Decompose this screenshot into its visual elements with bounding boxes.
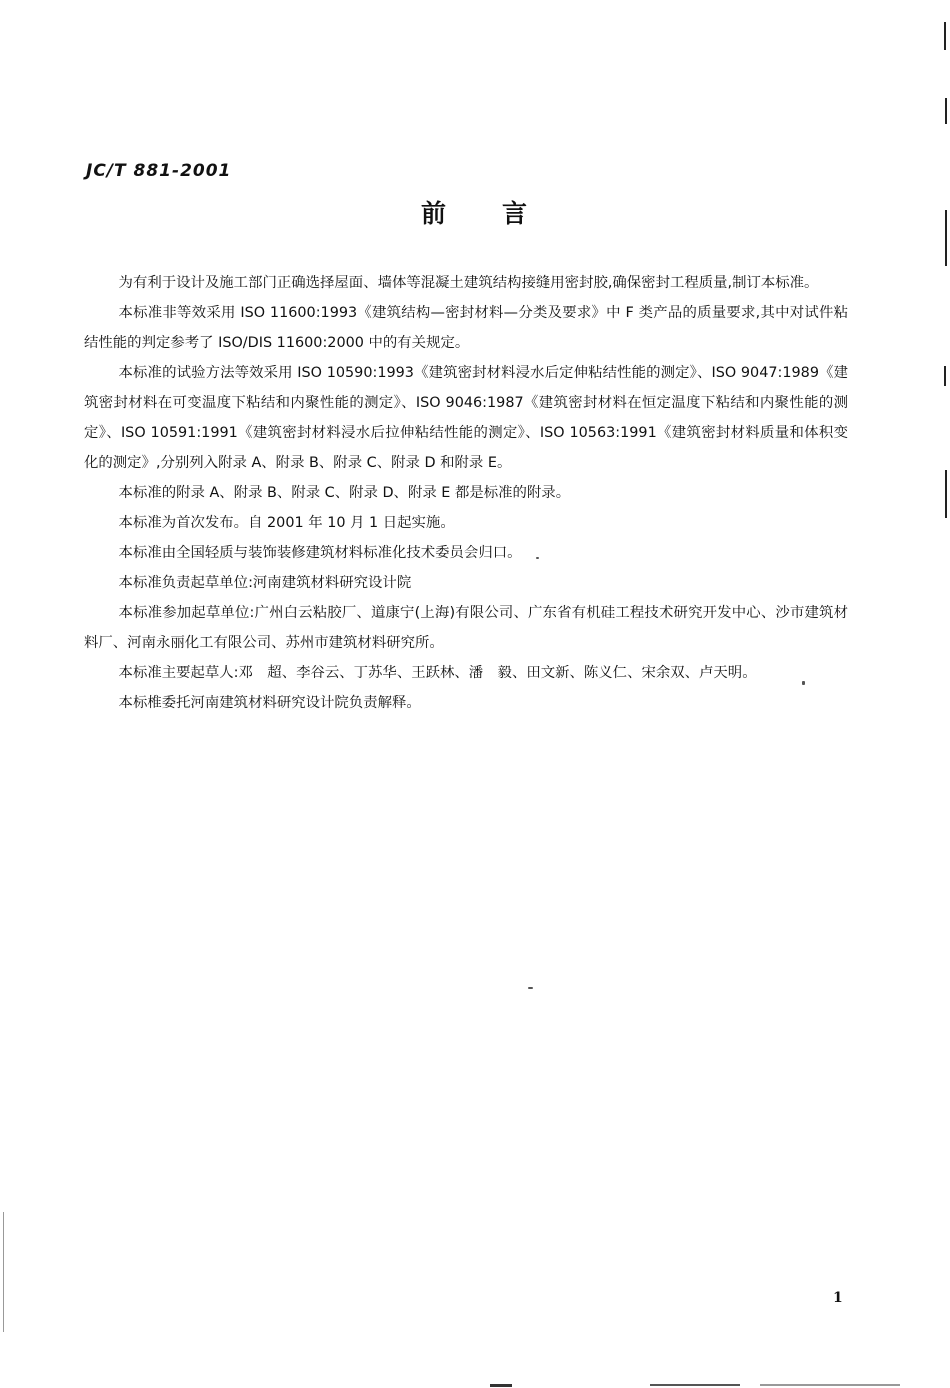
paragraph-test-methods: 本标准的试验方法等效采用 ISO 10590:1993《建筑密封材料浸水后定伸粘结性能的测定》、ISO 9047:1989《建筑密封材料在可变温度下粘结和内聚性能的测定》、ISO 9046:1987《建筑密封材料在恒定温度下粘结和内聚性能的测定》、ISO 10591:1991《建筑密封材料浸水后拉伸粘结性能的测定》、ISO 10563:1991《建筑密封材料质量和体积变化的测定》,分别列入附录 A、附录 B、附录 C、附录 D 和附录 E。 — [84, 365, 848, 471]
preface-body — [84, 268, 848, 718]
scan-edge-mark — [650, 1384, 740, 1386]
scan-edge-mark — [945, 210, 947, 266]
scan-edge-mark — [760, 1384, 900, 1386]
scan-dot — [536, 557, 539, 559]
paragraph-iso-11600: 本标准非等效采用 ISO 11600:1993《建筑结构—密封材料—分类及要求》中 F 类产品的质量要求,其中对试件粘结性能的判定参考了 ISO/DIS 11600:2000 中的有关规定。 — [84, 305, 848, 351]
scan-dot — [802, 681, 805, 685]
scan-edge-mark — [490, 1384, 512, 1387]
paragraph-first-release: 本标准为首次发布。自 2001 年 10 月 1 日起实施。 — [118, 515, 455, 531]
scan-edge-mark — [944, 366, 946, 386]
title-char-2: 言 — [502, 199, 530, 228]
paragraph-interpretation: 本标椎委托河南建筑材料研究设计院负责解释。 — [118, 695, 421, 711]
paragraph-authors: 本标准主要起草人:邓 超、李谷云、丁苏华、王跃林、潘 毅、田文新、陈义仁、宋余双、卢天明。 — [118, 665, 757, 681]
title-char-1: 前 — [420, 199, 448, 228]
scan-edge-mark — [3, 1212, 4, 1332]
scan-dot — [528, 987, 533, 989]
scan-edge-mark — [945, 98, 947, 124]
paragraph-lead-drafter: 本标准负责起草单位:河南建筑材料研究设计院 — [118, 575, 412, 591]
paragraph-purpose: 为有利于设计及施工部门正确选择屋面、墙体等混凝土建筑结构接缝用密封胶,确保密封工程质量,制订本标准。 — [118, 275, 819, 291]
scan-edge-mark — [944, 22, 946, 50]
paragraph-appendices: 本标准的附录 A、附录 B、附录 C、附录 D、附录 E 都是标准的附录。 — [118, 485, 571, 501]
paragraph-committee: 本标准由全国轻质与装饰装修建筑材料标准化技术委员会归口。 — [118, 545, 522, 561]
standard-code: JC/T 881-2001 — [86, 161, 232, 181]
paragraph-participants: 本标准参加起草单位:广州白云粘胶厂、道康宁(上海)有限公司、广东省有机硅工程技术研究开发中心、沙市建筑材料厂、河南永丽化工有限公司、苏州市建筑材料研究所。 — [84, 605, 848, 651]
page-number: 1 — [833, 1290, 843, 1306]
scan-edge-mark — [945, 470, 947, 518]
section-title — [0, 194, 950, 230]
